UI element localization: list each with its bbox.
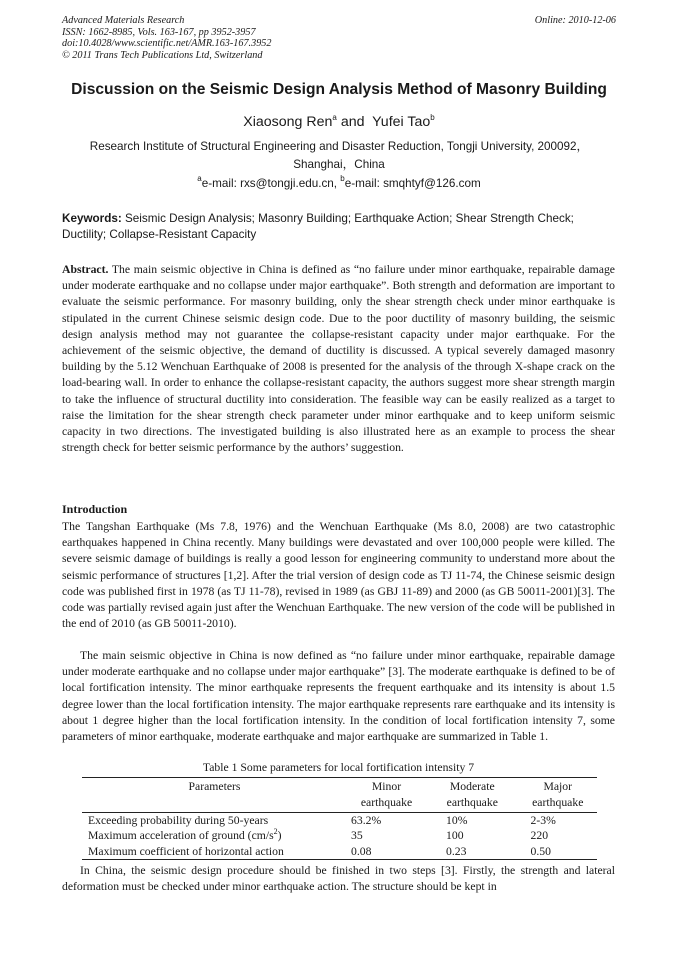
- table-caption: Table 1 Some parameters for local fortification intensity 7: [202, 761, 475, 774]
- author-name: Yufei Tao: [372, 114, 431, 130]
- unit-superscript: 2: [273, 827, 278, 837]
- unit-close: ): [277, 829, 282, 843]
- column-header: Minor earthquake: [347, 778, 426, 813]
- abstract-text: The main seismic objective in China is defined as “no failure under minor earthquake, repairable damage under moderate earthquake and no collapse under major earthquake”. Both strength and deformation are important to evaluate the seismic performance. For masonry building, only the shear strength check under minor earthquake is stipulated in the current Chinese seismic design code. Due to the poor ductility of masonry building, the seismic design analysis method may not guarantee the collapse-resistant capacity under major earthquake. For the achievement of the seismic objective, the demand of ductility is discussed. A typical severely damaged masonry building by the 5.12 Wenchuan Earthquake of 2008 is presented for the analysis of the through X-shape crack on the load-bearing wall. In order to enhance the collapse-resistant capacity, the authors suggest more shear strength margin to take the influence of structural ductility into consideration. The feasible way can be easily realized as a target to raise the limitation for the shear strength check parameter under minor earthquake and to keep uniform seismic capacity in two directions. The investigated building is also illustrated here as an example to process the shear strength check for better seismic performance by the authors’ suggestion.: [62, 263, 615, 455]
- column-header: Moderate earthquake: [426, 778, 518, 813]
- table-cell: Maximum coefficient of horizontal action: [82, 844, 347, 860]
- affiliation-line: Research Institute of Structural Engineering and Disaster Reduction, Tongji University, 200092，: [89, 140, 589, 153]
- table-cell: Exceeding probability during 50-years: [88, 814, 269, 827]
- email-address: e-mail: rxs@tongji.edu.cn,: [201, 177, 341, 190]
- publication-info: [62, 15, 271, 61]
- table-row: [82, 828, 597, 843]
- copyright-line: © 2011 Trans Tech Publications Ltd, Switzerland: [62, 49, 263, 61]
- affiliation-line: Shanghai，China: [293, 158, 385, 171]
- table-cell: 63.2%: [351, 814, 382, 827]
- table-row: [82, 844, 597, 860]
- author-name: Xiaosong Ren: [243, 114, 333, 130]
- author-conjunction: and: [336, 114, 373, 130]
- table-row: [82, 813, 597, 829]
- table-cell: 10%: [446, 814, 468, 827]
- table-cell: 100: [446, 829, 464, 843]
- email-line: [62, 174, 616, 190]
- doi-line: doi:10.4028/www.scientific.net/AMR.163-167.3952: [62, 38, 272, 50]
- body-paragraph: The main seismic objective in China is now defined as “no failure under minor earthquake, repairable damage under moderate earthquake and no collapse under major earthquake” [3]. The moderate earthquake is defined to be of local fortification intensity. The minor earthquake represents the frequent earthquake and its intensity is about 1.5 degree lower than the local fortification intensity. The major earthquake represents rare earthquake and its intensity is about 1 degree higher than the local fortification intensity. In the condition of local fortification intensity 7, some parameters of minor earthquake, moderate earthquake and major earthquake are summarized in Table 1.: [62, 649, 615, 744]
- online-date: Online: 2010-12-06: [534, 15, 616, 26]
- author-superscript: b: [430, 113, 435, 122]
- table-cell: [82, 828, 347, 843]
- email-superscript: b: [340, 174, 345, 183]
- issn-line: ISSN: 1662-8985, Vols. 163-167, pp 3952-3957: [62, 26, 256, 38]
- paper-title: Discussion on the Seismic Design Analysis Method of Masonry Building: [71, 81, 607, 98]
- section-heading: Introduction: [62, 502, 128, 516]
- body-paragraph: In China, the seismic design procedure should be finished in two steps [3]. Firstly, the strength and lateral deformation must be checked under minor earthquake action. The structure should be kept in: [62, 864, 615, 894]
- table-cell: 35: [351, 829, 363, 843]
- email-address: e-mail: smqhtyf@126.com: [344, 177, 481, 190]
- row-label: Maximum acceleration of ground (cm/s: [88, 829, 274, 843]
- affiliation: [62, 138, 616, 174]
- table-cell: 220: [530, 829, 549, 843]
- body-paragraph: The Tangshan Earthquake (Ms 7.8, 1976) and the Wenchuan Earthquake (Ms 8.0, 2008) are two catastrophic earthquakes happened in China recently. Many buildings were devastated and over 100,000 people were killed. The severe seismic damage of buildings is really a good lesson for engineering community to understand more about the seismic performance of structures [1,2]. After the trial version of design code as TJ 11-74, the Chinese seismic design code was published first in 1978 (as TJ 11-78), revised in 1989 (as GBJ 11-89) and 2000 (as GB 50011-2001)[3]. The code was partially revised again just after the Wenchuan Earthquake. The new version of the code will be published in the end of 2010 (as GB 50011-2010).: [62, 520, 615, 631]
- parameters-table: [82, 777, 597, 860]
- keywords: [62, 211, 618, 243]
- table-cell: 2-3%: [530, 814, 556, 827]
- column-header: Major earthquake: [519, 778, 597, 813]
- table-cell: 0.23: [426, 844, 518, 860]
- table-cell: 0.08: [347, 844, 426, 860]
- table-header-row: [82, 778, 597, 813]
- abstract-label: Abstract.: [62, 263, 109, 276]
- table-cell: 0.50: [519, 844, 597, 860]
- column-header: Parameters: [82, 778, 347, 813]
- journal-name: Advanced Materials Research: [62, 15, 185, 26]
- author-superscript: a: [332, 113, 337, 122]
- abstract: [62, 262, 615, 456]
- keywords-label: Keywords:: [62, 212, 122, 225]
- author-line: [40, 114, 638, 130]
- keywords-text: Seismic Design Analysis; Masonry Building; Earthquake Action; Shear Strength Check; Ductility; Collapse-Resistant Capacity: [62, 212, 574, 241]
- email-superscript: a: [197, 174, 202, 183]
